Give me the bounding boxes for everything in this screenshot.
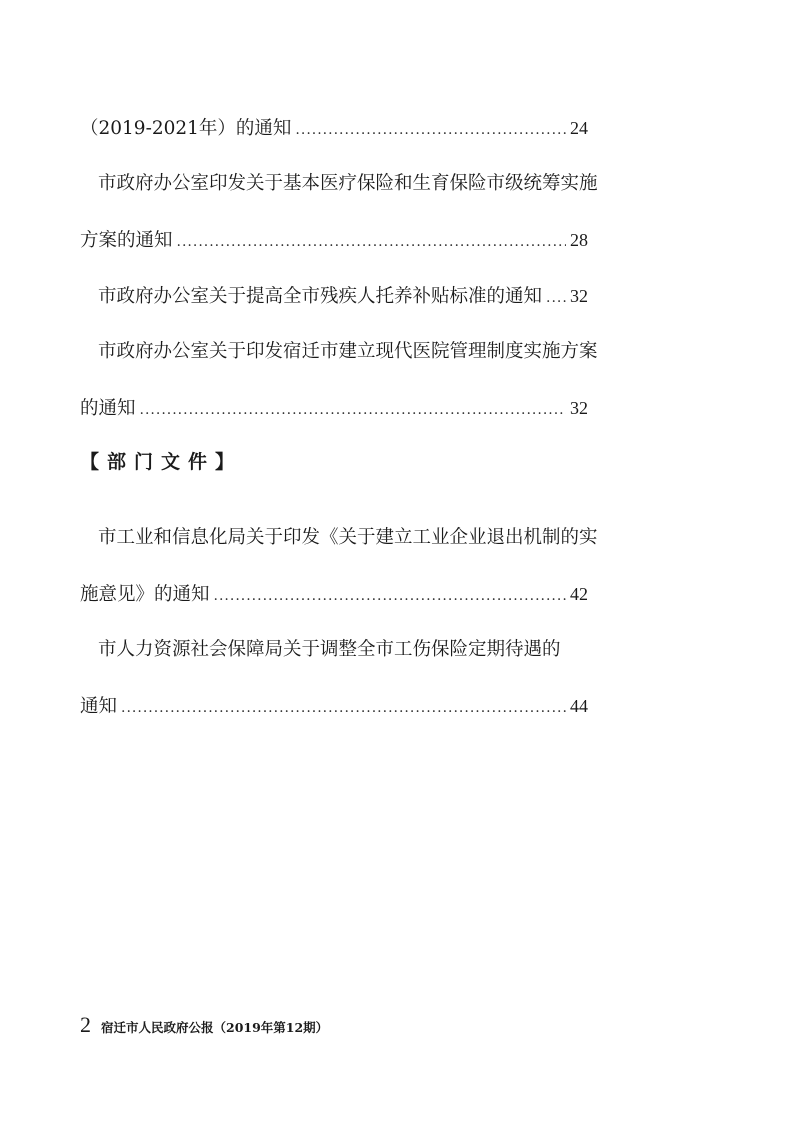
toc-entry[interactable] [80,380,588,436]
dot-leader [121,680,566,736]
toc-entry-title: 市政府办公室印发关于基本医疗保险和生育保险市级统筹实施 [98,173,598,194]
toc-entry-title: 市政府办公室关于印发宿迁市建立现代医院管理制度实施方案 [98,341,598,362]
toc-entry-title: （2019-2021年）的通知 [80,118,292,139]
toc-entry-title: 方案的通知 [80,230,173,251]
toc-entry-title: 市政府办公室关于提高全市残疾人托养补贴标准的通知 [98,286,543,307]
toc-entry-title: 通知 [80,696,118,717]
toc-entry[interactable] [80,212,588,268]
toc-entry-title: 市人力资源社会保障局关于调整全市工伤保险定期待遇的 [98,639,561,660]
table-of-contents [80,100,598,734]
toc-page-number: 32 [570,286,588,306]
toc-page-number: 32 [570,398,588,418]
dot-leader [140,382,566,438]
toc-entry[interactable] [80,566,588,622]
dot-leader [295,102,566,158]
dot-leader [214,568,566,624]
toc-page-number: 28 [570,230,588,250]
toc-entry-title: 施意见》的通知 [80,584,210,605]
toc-entry[interactable] [80,268,588,324]
toc-entry-line[interactable] [80,156,598,212]
footer-page-number: 2 [80,1012,91,1037]
toc-entry-line[interactable] [80,324,598,380]
toc-page-number: 24 [570,118,588,138]
toc-page-number: 42 [570,584,588,604]
dot-leader [546,270,566,326]
section-heading: 【部门文件】 [80,451,243,473]
toc-entry-line[interactable] [80,510,598,566]
toc-entry[interactable] [80,100,588,156]
footer-publication-title: 宿迁市人民政府公报（2019年第12期） [101,1020,329,1035]
toc-entry[interactable] [80,678,588,734]
dot-leader [177,214,566,270]
page-footer [80,1012,328,1038]
toc-page-number: 44 [570,696,588,716]
toc-entry-title: 市工业和信息化局关于印发《关于建立工业企业退出机制的实 [98,527,598,548]
toc-entry-title: 的通知 [80,398,136,419]
toc-entry-line[interactable] [80,622,588,678]
